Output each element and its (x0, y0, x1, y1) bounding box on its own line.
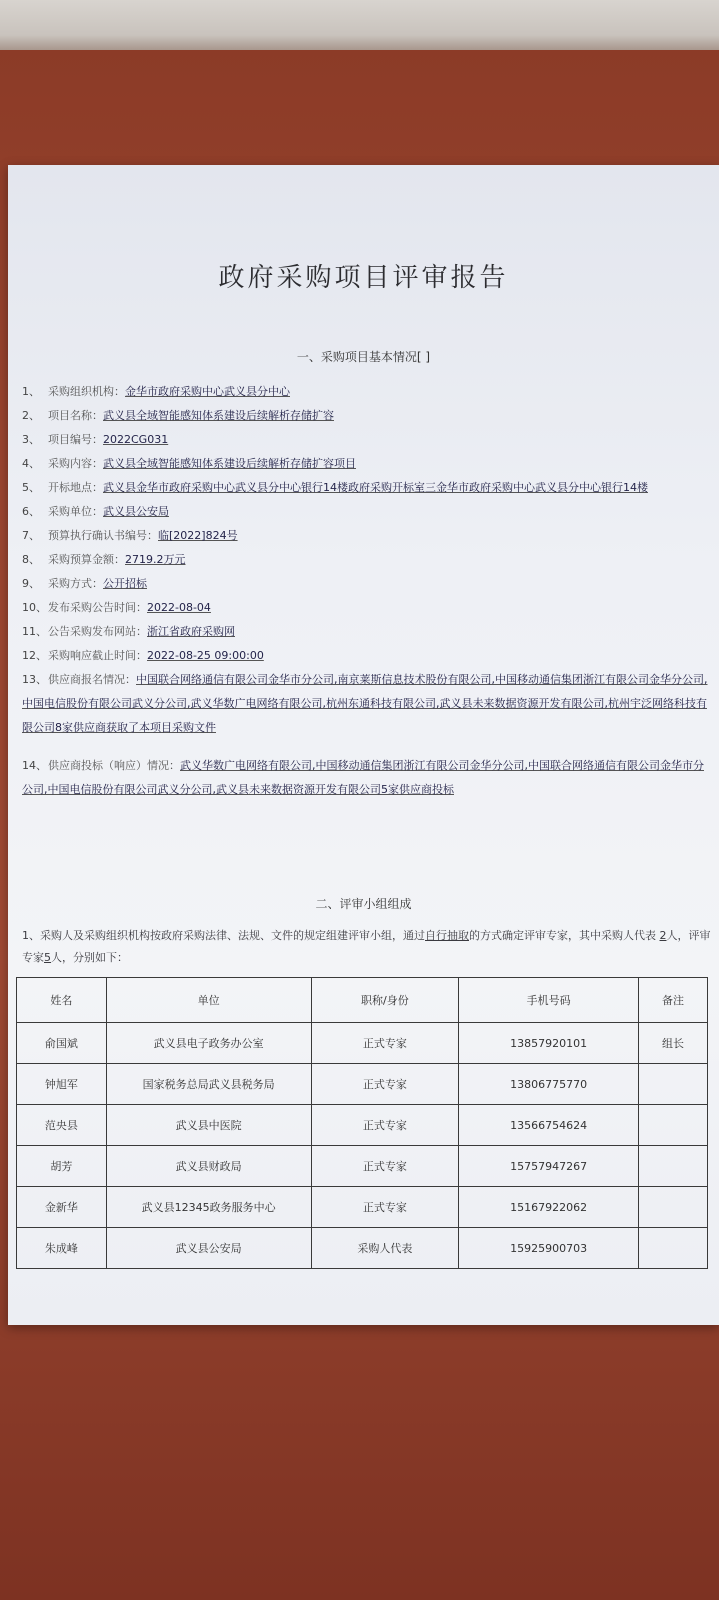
cell-phone: 13806775770 (459, 1064, 639, 1105)
section-1-heading: 一、采购项目基本情况[ ] (296, 350, 431, 364)
item-value: 武义县公安局 (103, 505, 169, 518)
cell-unit: 武义县12345政务服务中心 (106, 1187, 311, 1228)
info-item (22, 572, 712, 596)
section-2-heading: 二、评审小组组成 (315, 897, 412, 911)
document-title: 政府采购项目评审报告 (218, 263, 509, 293)
item-number: 11、 (22, 625, 47, 638)
cell-remark (639, 1228, 708, 1269)
info-item (22, 644, 712, 668)
table-row (17, 1228, 708, 1269)
cell-unit: 武义县电子政务办公室 (106, 1023, 311, 1064)
item-label: 供应商投标（响应）情况： (48, 759, 180, 772)
background-wall (0, 0, 719, 50)
header-title: 职称/身份 (311, 978, 459, 1023)
cell-title: 正式专家 (311, 1023, 459, 1064)
info-item (22, 524, 712, 548)
info-item (22, 596, 712, 620)
item-label: 公告采购发布网站： (48, 625, 147, 638)
item-label: 采购单位： (48, 505, 103, 518)
cell-name: 钟旭军 (17, 1064, 107, 1105)
item-value: 浙江省政府采购网 (147, 625, 235, 638)
item-number: 12、 (22, 649, 47, 662)
item-value: 临[2022]824号 (158, 529, 238, 542)
item-value: 2719.2万元 (125, 553, 186, 566)
cell-phone: 13857920101 (459, 1023, 639, 1064)
item-value: 公开招标 (103, 577, 147, 590)
cell-unit: 国家税务总局武义县税务局 (106, 1064, 311, 1105)
info-item (22, 620, 712, 644)
item-number: 8、 (22, 553, 40, 566)
cell-name: 胡芳 (17, 1146, 107, 1187)
header-name: 姓名 (17, 978, 107, 1023)
cell-title: 正式专家 (311, 1064, 459, 1105)
expert-count: 5 (44, 951, 51, 964)
cell-unit: 武义县公安局 (106, 1228, 311, 1269)
cell-phone: 15757947267 (459, 1146, 639, 1187)
item-number: 5、 (22, 481, 40, 494)
cell-name: 范央县 (17, 1105, 107, 1146)
document-page (8, 165, 719, 1325)
info-item (22, 428, 712, 452)
info-item (22, 668, 712, 740)
cell-title: 正式专家 (311, 1187, 459, 1228)
cell-name: 俞国斌 (17, 1023, 107, 1064)
item-number: 7、 (22, 529, 40, 542)
table-header-row (17, 978, 708, 1023)
item-number: 6、 (22, 505, 40, 518)
intro-text-4: 人，分别如下： (51, 951, 128, 964)
cell-phone: 13566754624 (459, 1105, 639, 1146)
info-item (22, 754, 712, 802)
item-label: 采购内容： (48, 457, 103, 470)
item-value: 中国联合网络通信有限公司金华市分公司,南京莱斯信息技术股份有限公司,中国移动通信集团浙江有限公司金华分公司,中国电信股份有限公司武义分公司,武义华数广电网络有限公司,杭州东通科技有限公司,武义县未来数据资源开发有限公司,杭州宇泛网络科技有限公司8家供应商获取了本项目采购文件 (22, 673, 708, 734)
intro-text-2: 的方式确定评审专家，其中采购人代表 (469, 929, 656, 942)
item-value: 金华市政府采购中心武义县分中心 (125, 385, 290, 398)
cell-title: 正式专家 (311, 1105, 459, 1146)
cell-title: 正式专家 (311, 1146, 459, 1187)
cell-remark: 组长 (639, 1023, 708, 1064)
info-item (22, 548, 712, 572)
item-label: 供应商报名情况： (48, 673, 136, 686)
cell-remark (639, 1146, 708, 1187)
item-label: 采购组织机构： (48, 385, 125, 398)
item-value: 武义华数广电网络有限公司,中国移动通信集团浙江有限公司金华分公司,中国联合网络通信有限公司金华市分公司,中国电信股份有限公司武义分公司,武义县未来数据资源开发有限公司5家供应商投标 (22, 759, 704, 796)
info-item (22, 500, 712, 524)
header-unit: 单位 (106, 978, 311, 1023)
item-value: 2022CG031 (103, 433, 169, 446)
item-number: 4、 (22, 457, 40, 470)
cell-remark (639, 1105, 708, 1146)
item-value: 2022-08-25 09:00:00 (147, 649, 264, 662)
item-number: 10、 (22, 601, 47, 614)
item-value: 武义县全域智能感知体系建设后续解析存储扩容项目 (103, 457, 356, 470)
info-item (22, 452, 712, 476)
item-label: 开标地点： (48, 481, 103, 494)
intro-text-1: 1、采购人及采购组织机构按政府采购法律、法规、文件的规定组建评审小组，通过 (22, 929, 425, 942)
table-row (17, 1187, 708, 1228)
item-number: 1、 (22, 385, 40, 398)
table-row (17, 1105, 708, 1146)
cell-unit: 武义县财政局 (106, 1146, 311, 1187)
item-label: 发布采购公告时间： (48, 601, 147, 614)
selection-method: 自行抽取 (425, 929, 469, 942)
cell-phone: 15167922062 (459, 1187, 639, 1228)
table-row (17, 1023, 708, 1064)
item-number: 13、 (22, 673, 47, 686)
cell-unit: 武义县中医院 (106, 1105, 311, 1146)
basic-info-list (22, 380, 712, 802)
info-item (22, 476, 712, 500)
item-number: 9、 (22, 577, 40, 590)
header-remark: 备注 (639, 978, 708, 1023)
item-label: 采购方式： (48, 577, 103, 590)
item-label: 项目名称： (48, 409, 103, 422)
item-value: 2022-08-04 (147, 601, 211, 614)
item-number: 2、 (22, 409, 40, 422)
item-label: 项目编号： (48, 433, 103, 446)
cell-remark (639, 1064, 708, 1105)
cell-name: 朱成峰 (17, 1228, 107, 1269)
table-row (17, 1064, 708, 1105)
item-value: 武义县金华市政府采购中心武义县分中心银行14楼政府采购开标室三金华市政府采购中心武义县分中心银行14楼 (103, 481, 648, 494)
header-phone: 手机号码 (459, 978, 639, 1023)
review-panel-table (16, 977, 708, 1269)
item-label: 预算执行确认书编号： (48, 529, 158, 542)
rep-count: 2 (659, 929, 667, 942)
item-value: 武义县全域智能感知体系建设后续解析存储扩容 (103, 409, 334, 422)
item-label: 采购预算金额： (48, 553, 125, 566)
item-number: 14、 (22, 759, 47, 772)
info-item (22, 404, 712, 428)
item-number: 3、 (22, 433, 40, 446)
info-item (22, 380, 712, 404)
table-row (17, 1146, 708, 1187)
cell-remark (639, 1187, 708, 1228)
cell-phone: 15925900703 (459, 1228, 639, 1269)
intro-text-3: 人，评审专家 (22, 929, 711, 964)
cell-title: 采购人代表 (311, 1228, 459, 1269)
panel-intro (22, 925, 712, 969)
cell-name: 金新华 (17, 1187, 107, 1228)
item-label: 采购响应截止时间： (48, 649, 147, 662)
